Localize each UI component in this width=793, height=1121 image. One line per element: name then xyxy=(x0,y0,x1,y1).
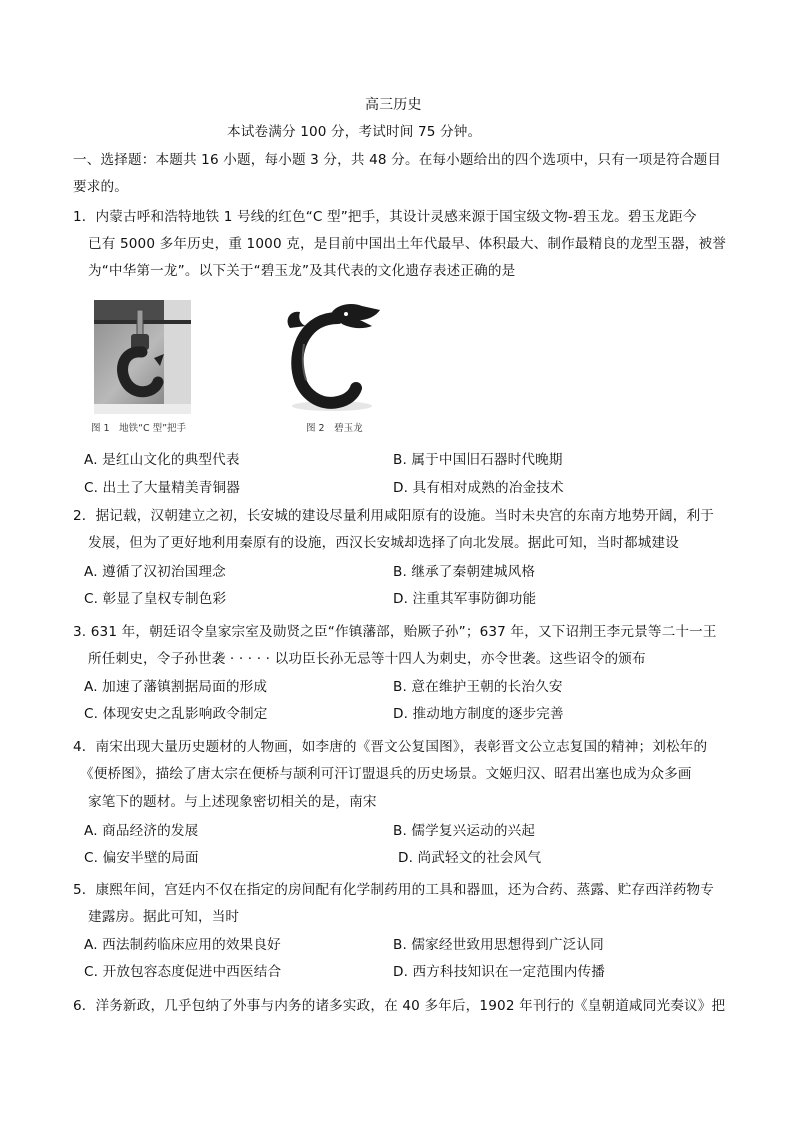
figure-1-metro-handle xyxy=(94,300,191,414)
question-4-option-a[interactable]: A. 商品经济的发展 xyxy=(84,823,199,839)
question-3-option-a[interactable]: A. 加速了藩镇割据局面的形成 xyxy=(84,679,268,695)
question-1-option-a[interactable]: A. 是红山文化的典型代表 xyxy=(84,452,240,468)
question-1-stem-line2: 已有 5000 多年历史，重 1000 克，是目前中国出土年代最早、体积最大、制作最精良的龙型玉器，被誉 xyxy=(88,236,727,252)
question-4-stem-line3: 家笔下的题材。与上述现象密切相关的是，南宋 xyxy=(88,794,377,810)
question-3-option-b[interactable]: B. 意在维护王朝的长治久安 xyxy=(393,679,563,695)
section-instructions: 一、选择题：本题共 16 小题，每小题 3 分，共 48 分。在每小题给出的四个选项中，只有一项是符合题目 xyxy=(73,152,722,168)
question-2-option-d[interactable]: D. 注重其军事防御功能 xyxy=(393,591,537,607)
question-6-stem: 6．洋务新政，几乎包纳了外事与内务的诸多实政，在 40 多年后，1902 年刊行的《皇朝道咸同光奏议》把 xyxy=(73,998,726,1014)
question-4-option-c[interactable]: C. 偏安半壁的局面 xyxy=(84,850,199,866)
question-2-stem: 2．据记载，汉朝建立之初，长安城的建设尽量利用咸阳原有的设施。当时未央宫的东南方地势开阔，利于 xyxy=(73,508,715,524)
question-5-option-a[interactable]: A. 西法制药临床应用的效果良好 xyxy=(84,937,281,953)
section-instructions-cont: 要求的。 xyxy=(73,179,128,195)
question-4-option-d[interactable]: D. 尚武轻文的社会风气 xyxy=(398,850,542,866)
page-title: 高三历史 xyxy=(365,97,422,113)
question-1-option-b[interactable]: B. 属于中国旧石器时代晚期 xyxy=(393,452,563,468)
question-3-stem: 3. 631 年，朝廷诏令皇家宗室及勋贤之臣“作镇藩部，贻厥子孙”；637 年，又下诏荆王李元景等二十一王 xyxy=(73,624,717,640)
question-5-option-c[interactable]: C. 开放包容态度促进中西医结合 xyxy=(84,964,282,980)
question-2-option-c[interactable]: C. 彰显了皇权专制色彩 xyxy=(84,591,227,607)
question-3-stem-line2: 所任刺史，令子孙世袭 · · · · · 以功臣长孙无忌等十四人为刺史，亦令世袭。这些诏令的颁布 xyxy=(88,651,646,667)
figure-1-caption: 图 1 地铁“C 型”把手 xyxy=(91,423,187,434)
question-4-stem: 4．南宋出现大量历史题材的人物画，如李唐的《晋文公复国图》，表彰晋文公立志复国的精神；刘松年的 xyxy=(73,739,708,755)
question-1-stem-line3: 为“中华第一龙”。以下关于“碧玉龙”及其代表的文化遗存表述正确的是 xyxy=(88,263,516,279)
question-5-stem: 5．康熙年间，宫廷内不仅在指定的房间配有化学制药用的工具和器皿，还为合药、蒸露、贮存西洋药物专 xyxy=(73,882,715,898)
question-3-option-c[interactable]: C. 体现安史之乱影响政令制定 xyxy=(84,706,268,722)
question-1-option-c[interactable]: C. 出土了大量精美青铜器 xyxy=(84,480,241,496)
figure-2-jade-dragon xyxy=(276,298,388,414)
figure-2-caption: 图 2 碧玉龙 xyxy=(306,423,363,434)
question-2-stem-line2: 发展，但为了更好地利用秦原有的设施，西汉长安城却选择了向北发展。据此可知，当时都城建设 xyxy=(88,535,679,551)
question-3-option-d[interactable]: D. 推动地方制度的逐步完善 xyxy=(393,706,564,722)
question-5-stem-line2: 建露房。据此可知，当时 xyxy=(88,909,240,925)
question-5-option-d[interactable]: D. 西方科技知识在一定范围内传播 xyxy=(393,964,605,980)
question-5-option-b[interactable]: B. 儒家经世致用思想得到广泛认同 xyxy=(393,937,604,953)
question-1-option-d[interactable]: D. 具有相对成熟的冶金技术 xyxy=(393,480,564,496)
question-2-option-a[interactable]: A. 遵循了汉初治国理念 xyxy=(84,564,226,580)
question-1-stem: 1．内蒙古呼和浩特地铁 1 号线的红色“C 型”把手，其设计灵感来源于国宝级文物-碧玉龙。碧玉龙距今 xyxy=(73,209,697,225)
question-4-stem-line2: 《便桥图》，描绘了唐太宗在便桥与颉利可汗订盟退兵的历史场景。文姬归汉、昭君出塞也成为众多画 xyxy=(80,766,692,782)
question-4-option-b[interactable]: B. 儒学复兴运动的兴起 xyxy=(393,823,536,839)
exam-info: 本试卷满分 100 分，考试时间 75 分钟。 xyxy=(227,124,482,140)
question-2-option-b[interactable]: B. 继承了秦朝建城风格 xyxy=(393,564,536,580)
